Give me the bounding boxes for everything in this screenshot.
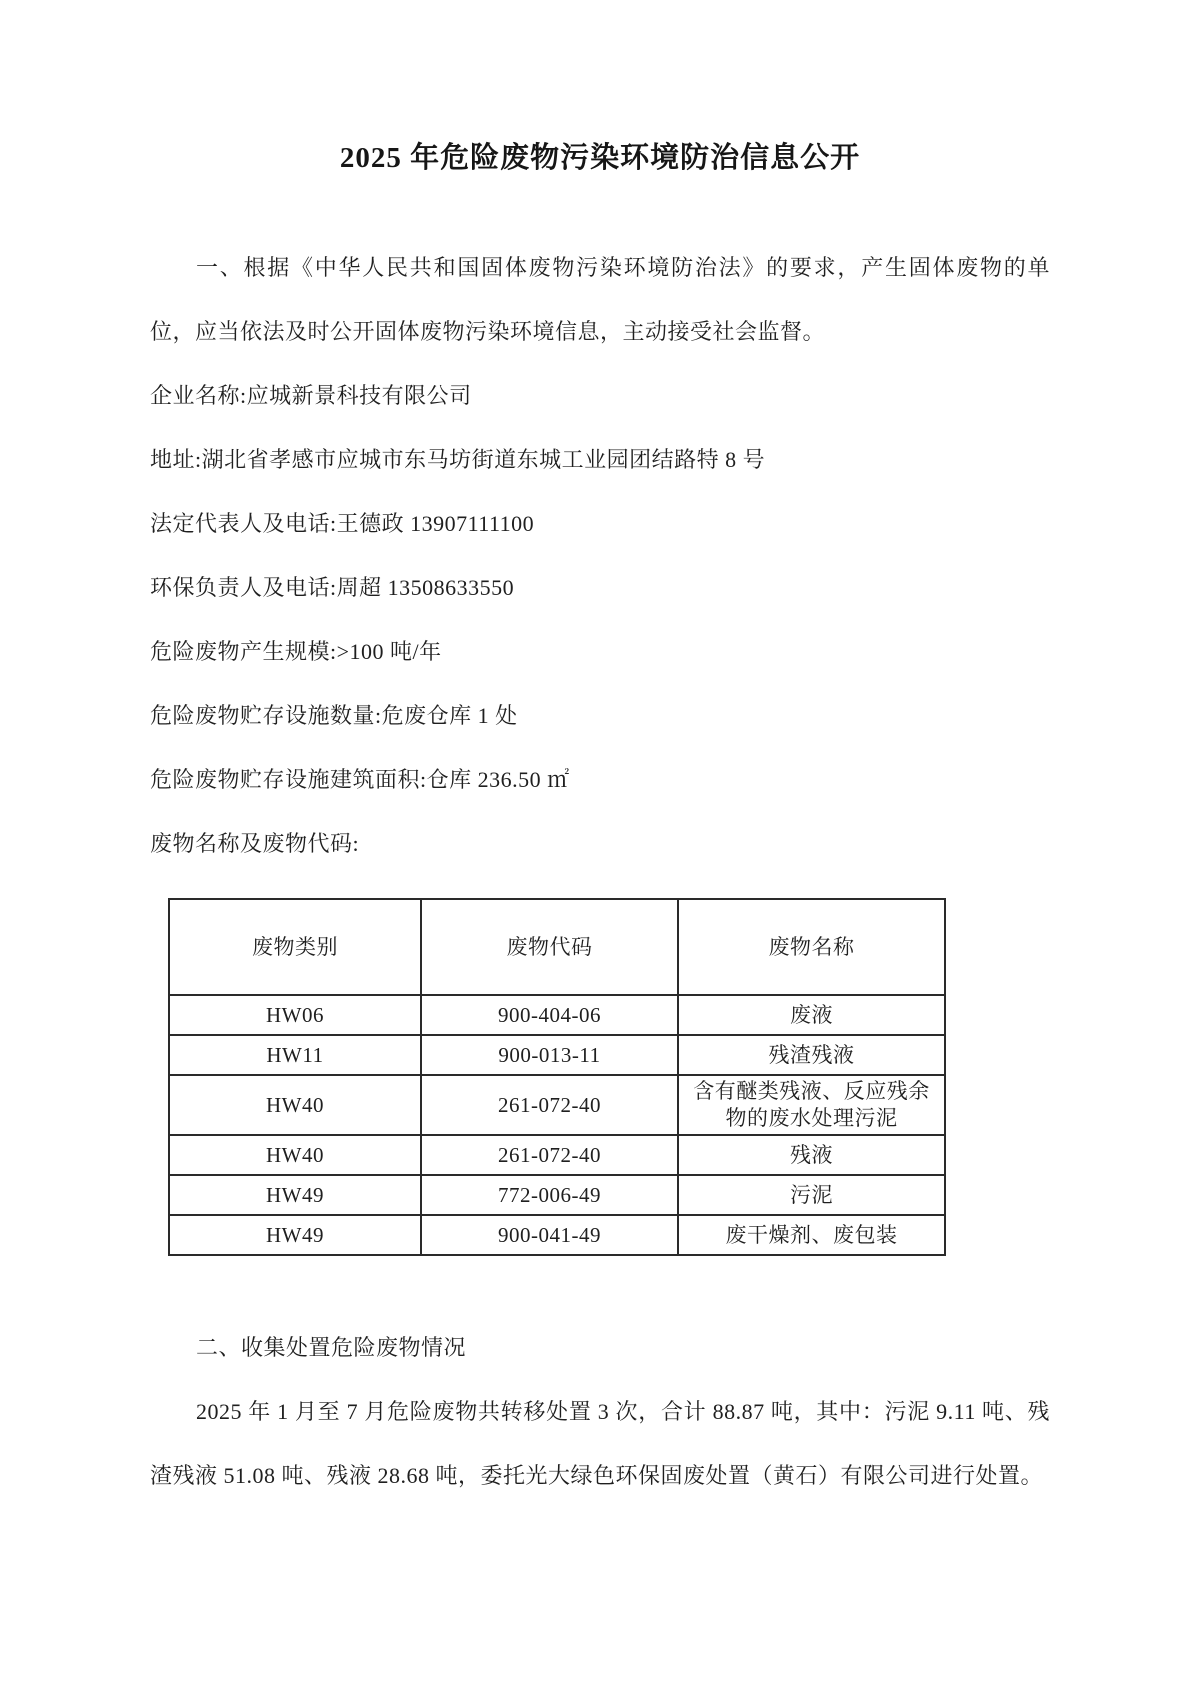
table-row bbox=[169, 1135, 945, 1175]
field-company-name: 企业名称:应城新景科技有限公司 bbox=[150, 383, 472, 408]
cell-waste-code: 261-072-40 bbox=[421, 1135, 678, 1175]
table-row bbox=[169, 1075, 945, 1135]
intro-paragraph: 一、根据《中华人民共和国固体废物污染环境防治法》的要求，产生固体废物的单位，应当依法及时公开固体废物污染环境信息，主动接受社会监督。 bbox=[150, 255, 1050, 344]
cell-waste-code: 772-006-49 bbox=[421, 1175, 678, 1215]
field-table-caption: 废物名称及废物代码: bbox=[150, 831, 360, 856]
field-storage-count: 危险废物贮存设施数量:危废仓库 1 处 bbox=[150, 703, 518, 728]
field-env-officer: 环保负责人及电话:周超 13508633550 bbox=[150, 575, 515, 600]
field-production-scale: 危险废物产生规模:>100 吨/年 bbox=[150, 639, 442, 664]
cell-waste-name: 残渣残液 bbox=[678, 1035, 945, 1075]
cell-waste-category: HW49 bbox=[169, 1215, 421, 1255]
section2-paragraph: 2025 年 1 月至 7 月危险废物共转移处置 3 次，合计 88.87 吨，其中：污泥 9.11 吨、残渣残液 51.08 吨、残液 28.68 吨，委托光大绿色环保固废处置（黄石）有限公司进行处置。 bbox=[150, 1399, 1050, 1488]
table-row bbox=[169, 1035, 945, 1075]
cell-waste-category: HW40 bbox=[169, 1075, 421, 1135]
table-header-row bbox=[169, 899, 945, 995]
cell-waste-code: 900-013-11 bbox=[421, 1035, 678, 1075]
waste-code-table bbox=[168, 898, 946, 1256]
field-legal-representative: 法定代表人及电话:王德政 13907111100 bbox=[150, 511, 535, 536]
table-row bbox=[169, 995, 945, 1035]
cell-waste-category: HW40 bbox=[169, 1135, 421, 1175]
table-row bbox=[169, 1215, 945, 1255]
cell-waste-name: 污泥 bbox=[678, 1175, 945, 1215]
cell-waste-name: 含有醚类残液、反应残余物的废水处理污泥 bbox=[678, 1075, 945, 1135]
cell-waste-code: 900-404-06 bbox=[421, 995, 678, 1035]
field-address: 地址:湖北省孝感市应城市东马坊街道东城工业园团结路特 8 号 bbox=[150, 447, 766, 472]
cell-waste-category: HW49 bbox=[169, 1175, 421, 1215]
cell-waste-code: 900-041-49 bbox=[421, 1215, 678, 1255]
cell-waste-category: HW06 bbox=[169, 995, 421, 1035]
cell-waste-name: 废干燥剂、废包装 bbox=[678, 1215, 945, 1255]
cell-waste-category: HW11 bbox=[169, 1035, 421, 1075]
header-waste-name: 废物名称 bbox=[678, 899, 945, 995]
cell-waste-name: 残液 bbox=[678, 1135, 945, 1175]
cell-waste-name: 废液 bbox=[678, 995, 945, 1035]
section2-heading: 二、收集处置危险废物情况 bbox=[196, 1335, 467, 1360]
table-row bbox=[169, 1175, 945, 1215]
page-title: 2025 年危险废物污染环境防治信息公开 bbox=[339, 142, 861, 174]
field-storage-area: 危险废物贮存设施建筑面积:仓库 236.50 ㎡ bbox=[150, 767, 570, 792]
cell-waste-code: 261-072-40 bbox=[421, 1075, 678, 1135]
header-waste-code: 废物代码 bbox=[421, 899, 678, 995]
header-waste-category: 废物类别 bbox=[169, 899, 421, 995]
